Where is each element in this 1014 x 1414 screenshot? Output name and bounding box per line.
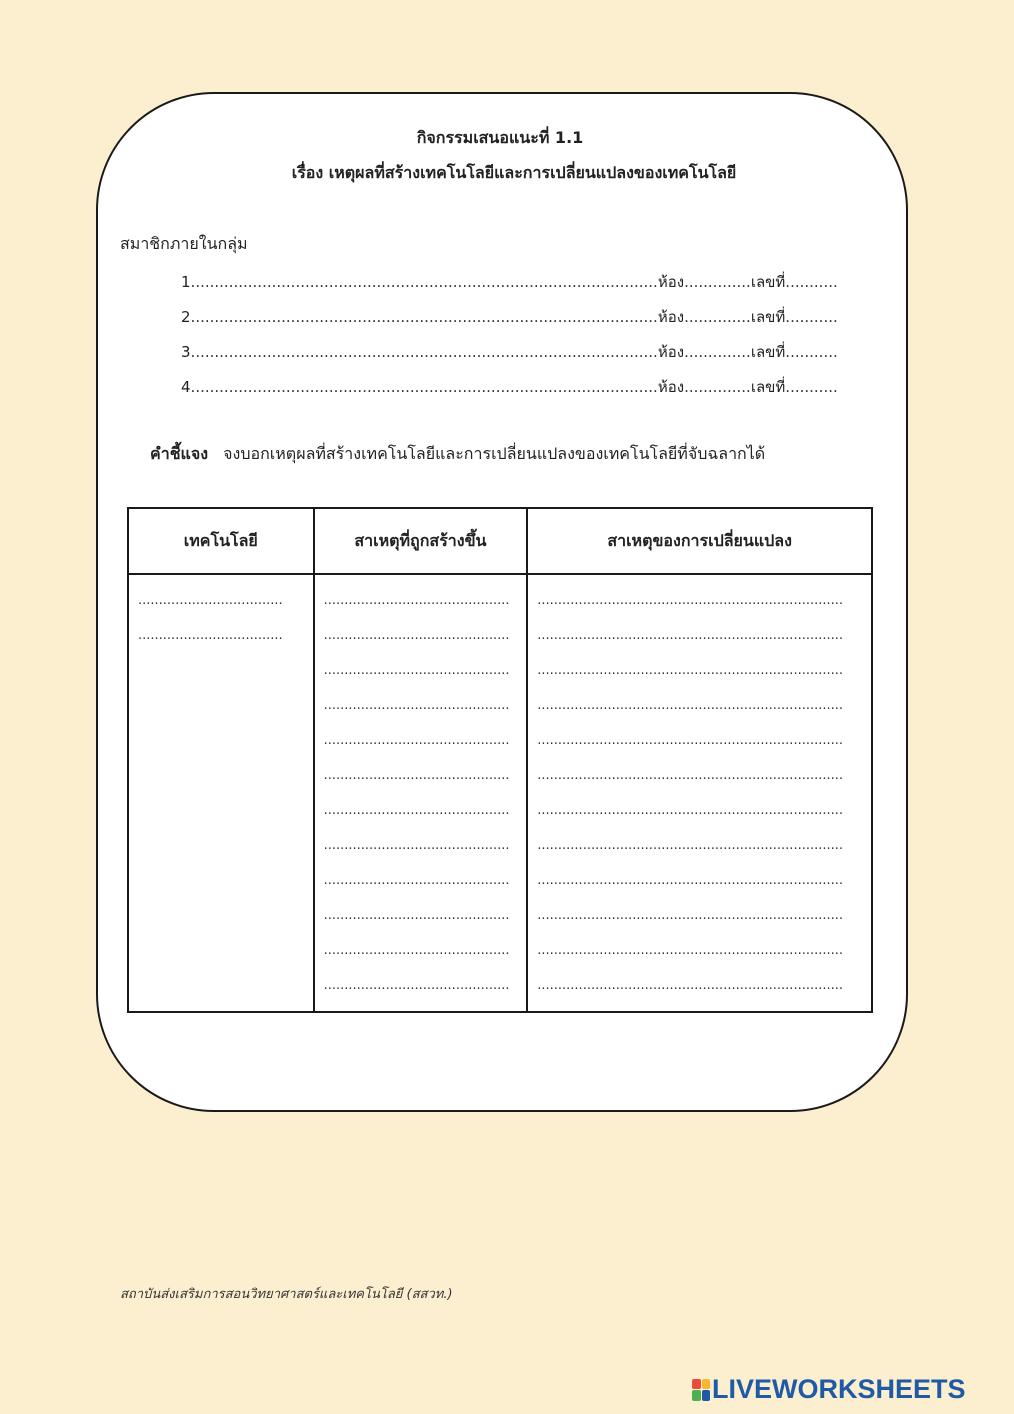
member-name-field[interactable]: .................................................................................................. [190,273,658,291]
number-field[interactable]: ........... [785,343,838,361]
creation-reason-answer-line[interactable]: ............................................. [323,663,510,678]
room-field[interactable]: .............. [684,343,751,361]
change-reason-answer-line[interactable]: .......................................................................... [537,943,844,958]
change-reason-answer-line[interactable]: .......................................................................... [537,908,844,923]
member-row [181,270,838,294]
member-row [181,375,838,399]
creation-reason-answer-line[interactable]: ............................................. [323,908,510,923]
change-reason-answer-line[interactable]: .......................................................................... [537,768,844,783]
member-name-field[interactable]: .................................................................................................. [190,343,658,361]
change-reason-answer-line[interactable]: .......................................................................... [537,593,844,608]
footer-credit: สถาบันส่งเสริมการสอนวิทยาศาสตร์และเทคโนโลยี (สสวท.) [120,1287,453,1302]
room-label: ห้อง [657,308,685,326]
table-body-row [128,574,872,1012]
member-row [181,340,838,364]
instructions-text: จงบอกเหตุผลที่สร้างเทคโนโลยีและการเปลี่ยนแปลงของเทคโนโลยีที่จับฉลากได้ [223,444,766,463]
badge-tile-v [692,1390,701,1401]
room-label: ห้อง [657,343,685,361]
topic-title: เรื่อง เหตุผลที่สร้างเทคโนโลยีและการเปลี่ยนแปลงของเทคโนโลยี [291,163,737,182]
change-reason-answer-line[interactable]: .......................................................................... [537,838,844,853]
change-reason-cell [527,574,872,1012]
room-label: ห้อง [657,273,685,291]
member-name-field[interactable]: .................................................................................................. [190,378,658,396]
room-field[interactable]: .............. [684,378,751,396]
room-label: ห้อง [657,378,685,396]
member-name-field[interactable]: .................................................................................................. [190,308,658,326]
creation-reason-answer-line[interactable]: ............................................. [323,768,510,783]
technology-answer-line[interactable]: ................................... [138,593,283,608]
number-label: เลขที่ [750,378,786,396]
header-creation-reason: สาเหตุที่ถูกสร้างขึ้น [314,508,528,574]
badge-tile-i [702,1379,711,1390]
member-row [181,305,838,329]
brand-name: LIVEWORKSHEETS [712,1374,966,1404]
table-header-row [128,508,872,574]
number-label: เลขที่ [750,273,786,291]
instructions [150,442,765,467]
change-reason-answer-line[interactable]: .......................................................................... [537,733,844,748]
number-field[interactable]: ........... [785,273,838,291]
creation-reason-answer-line[interactable]: ............................................. [323,978,510,993]
live-badge-icon [692,1379,710,1401]
member-number: 3 [181,343,191,361]
creation-reason-answer-line[interactable]: ............................................. [323,873,510,888]
creation-reason-answer-line[interactable]: ............................................. [323,733,510,748]
technology-answer-line[interactable]: ................................... [138,628,283,643]
creation-reason-answer-line[interactable]: ............................................. [323,698,510,713]
change-reason-answer-line[interactable]: .......................................................................... [537,978,844,993]
room-field[interactable]: .............. [684,273,751,291]
liveworksheets-logo[interactable] [692,1374,966,1405]
instructions-label: คำชี้แจง [150,444,209,463]
member-number: 4 [181,378,191,396]
change-reason-answer-line[interactable]: .......................................................................... [537,698,844,713]
members-label: สมาชิกภายในกลุ่ม [120,234,248,253]
change-reason-answer-line[interactable]: .......................................................................... [537,803,844,818]
technology-cell [128,574,314,1012]
creation-reason-answer-line[interactable]: ............................................. [323,593,510,608]
badge-tile-e [702,1390,711,1401]
change-reason-answer-line[interactable]: .......................................................................... [537,663,844,678]
creation-reason-answer-line[interactable]: ............................................. [323,803,510,818]
room-field[interactable]: .............. [684,308,751,326]
change-reason-answer-line[interactable]: .......................................................................... [537,628,844,643]
header-change-reason: สาเหตุของการเปลี่ยนแปลง [527,508,872,574]
creation-reason-cell [314,574,528,1012]
number-label: เลขที่ [750,308,786,326]
header-technology: เทคโนโลยี [128,508,314,574]
number-field[interactable]: ........... [785,378,838,396]
creation-reason-answer-line[interactable]: ............................................. [323,838,510,853]
member-number: 2 [181,308,191,326]
number-label: เลขที่ [750,343,786,361]
answer-table [127,507,873,1013]
activity-title: กิจกรรมเสนอแนะที่ 1.1 [416,128,584,147]
member-number: 1 [181,273,191,291]
badge-tile-l [692,1379,701,1390]
change-reason-answer-line[interactable]: .......................................................................... [537,873,844,888]
creation-reason-answer-line[interactable]: ............................................. [323,943,510,958]
creation-reason-answer-line[interactable]: ............................................. [323,628,510,643]
number-field[interactable]: ........... [785,308,838,326]
